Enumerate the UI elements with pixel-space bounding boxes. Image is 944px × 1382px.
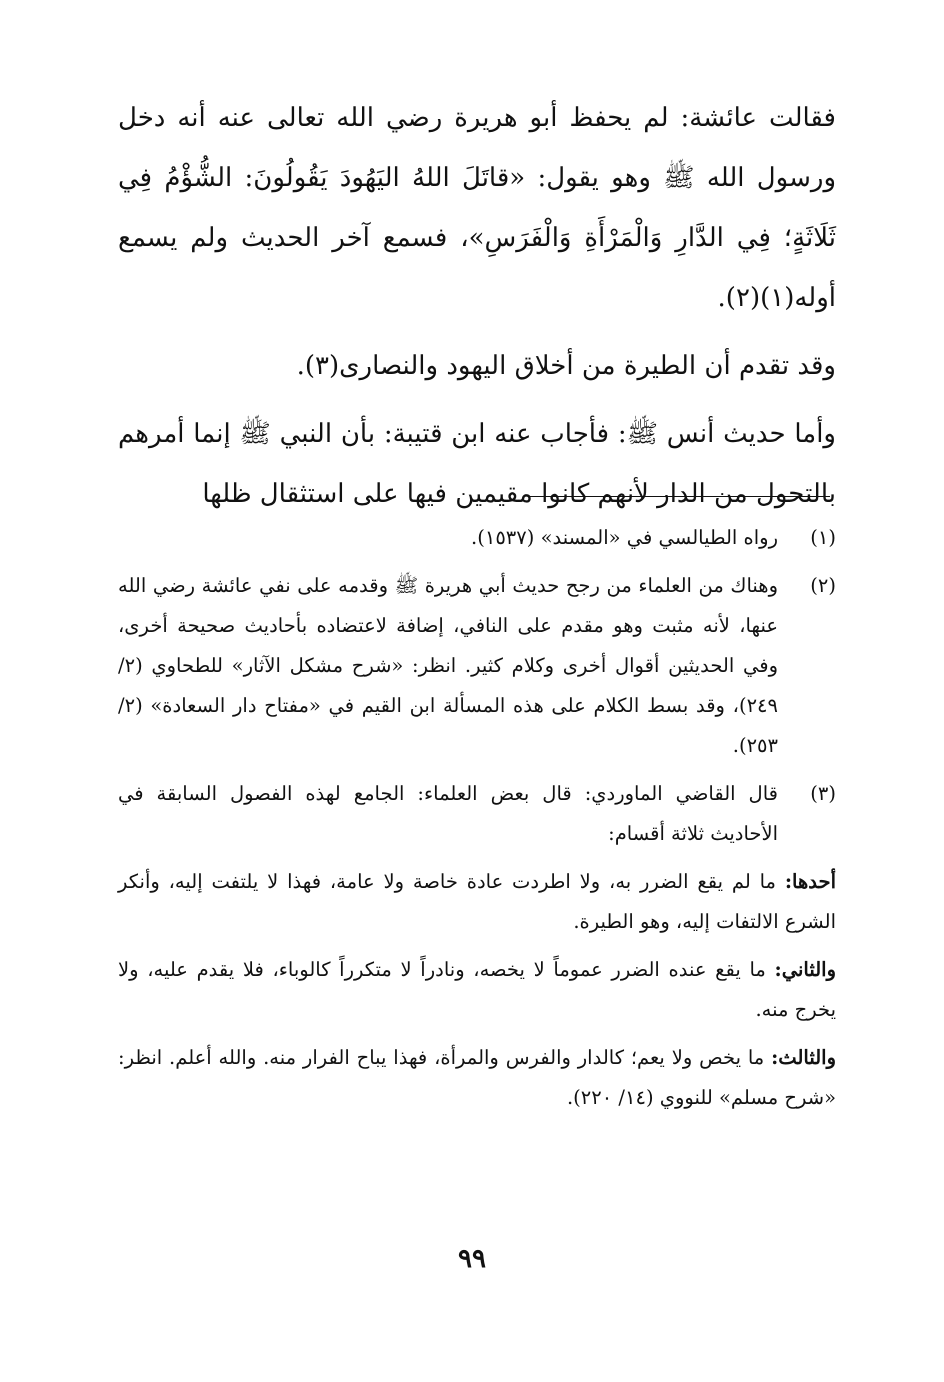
footnote-text: قال القاضي الماوردي: قال بعض العلماء: الجامع لهذه الفصول السابقة في الأحاديث ثلاثة أقسام:: [118, 782, 778, 845]
footnote-number: (١): [810, 526, 836, 549]
footnote-section-first: [118, 862, 836, 942]
main-paragraph-3: وأما حديث أنس ﷺ: فأجاب عنه ابن قتيبة: بأن النبي ﷺ إنما أمرهم بالتحول من الدار لأنهم كانوا مقيمين فيها على استثقال ظلها: [118, 419, 836, 509]
footnote-text: رواه الطيالسي في «المسند» (١٥٣٧).: [471, 526, 778, 549]
page-number: ٩٩: [458, 1244, 486, 1274]
section-text: ما يقع عنده الضرر عموماً لا يخصه، ونادراً لا متكرراً كالوباء، فلا يقدم عليه، ولا يخرج منه.: [118, 958, 836, 1021]
footnote-number: (٢): [810, 574, 836, 597]
footnote-section-third: [118, 1038, 836, 1118]
section-label: أحدها:: [784, 870, 836, 893]
footnote-text: وهناك من العلماء من رجح حديث أبي هريرة ﷺ وقدمه على نفي عائشة رضي الله عنها، لأنه مثبت وهو مقدم على النافي، إضافة لاعتضاده بأحاديث صحيحة أخرى، وفي الحديثين أقوال أخرى وكلام كثير. انظر: «شرح مشكل الآثار» للطحاوي (٢/ ٢٤٩)، وقد بسط الكلام على هذه المسألة ابن القيم في «مفتاح دار السعادة» (٢/ ٢٥٣).: [118, 574, 778, 757]
footnote-2: [118, 566, 836, 766]
footnote-separator: [530, 496, 830, 497]
section-text: ما لم يقع الضرر به، ولا اطردت عادة خاصة ولا عامة، فهذا لا يلتفت إليه، وأنكر الشرع الالتفات إليه، وهو الطيرة.: [118, 870, 836, 933]
footnote-section-second: [118, 950, 836, 1030]
main-paragraph-1: فقالت عائشة: لم يحفظ أبو هريرة رضي الله تعالى عنه أنه دخل ورسول الله ﷺ وهو يقول: «قاتَلَ اللهُ اليَهُودَ يَقُولُونَ: الشُّؤْمُ فِي ثَلَاثَةٍ؛ فِي الدَّارِ وَالْمَرْأَةِ وَالْفَرَسِ»، فسمع آخر الحديث ولم يسمع أوله(١)(٢).: [118, 103, 836, 313]
main-paragraph-2: وقد تقدم أن الطيرة من أخلاق اليهود والنصارى(٣).: [296, 351, 836, 381]
footnote-1: [118, 518, 836, 558]
main-text: [118, 88, 836, 524]
footnote-number: (٣): [810, 782, 836, 805]
section-label: والثاني:: [774, 958, 836, 981]
footnotes: [118, 518, 836, 1126]
footnote-3: [118, 774, 836, 854]
section-label: والثالث:: [771, 1046, 836, 1069]
section-text: ما يخص ولا يعم؛ كالدار والفرس والمرأة، فهذا يباح الفرار منه. والله أعلم. انظر: «شرح مسلم» للنووي (١٤/ ٢٢٠).: [118, 1046, 836, 1109]
